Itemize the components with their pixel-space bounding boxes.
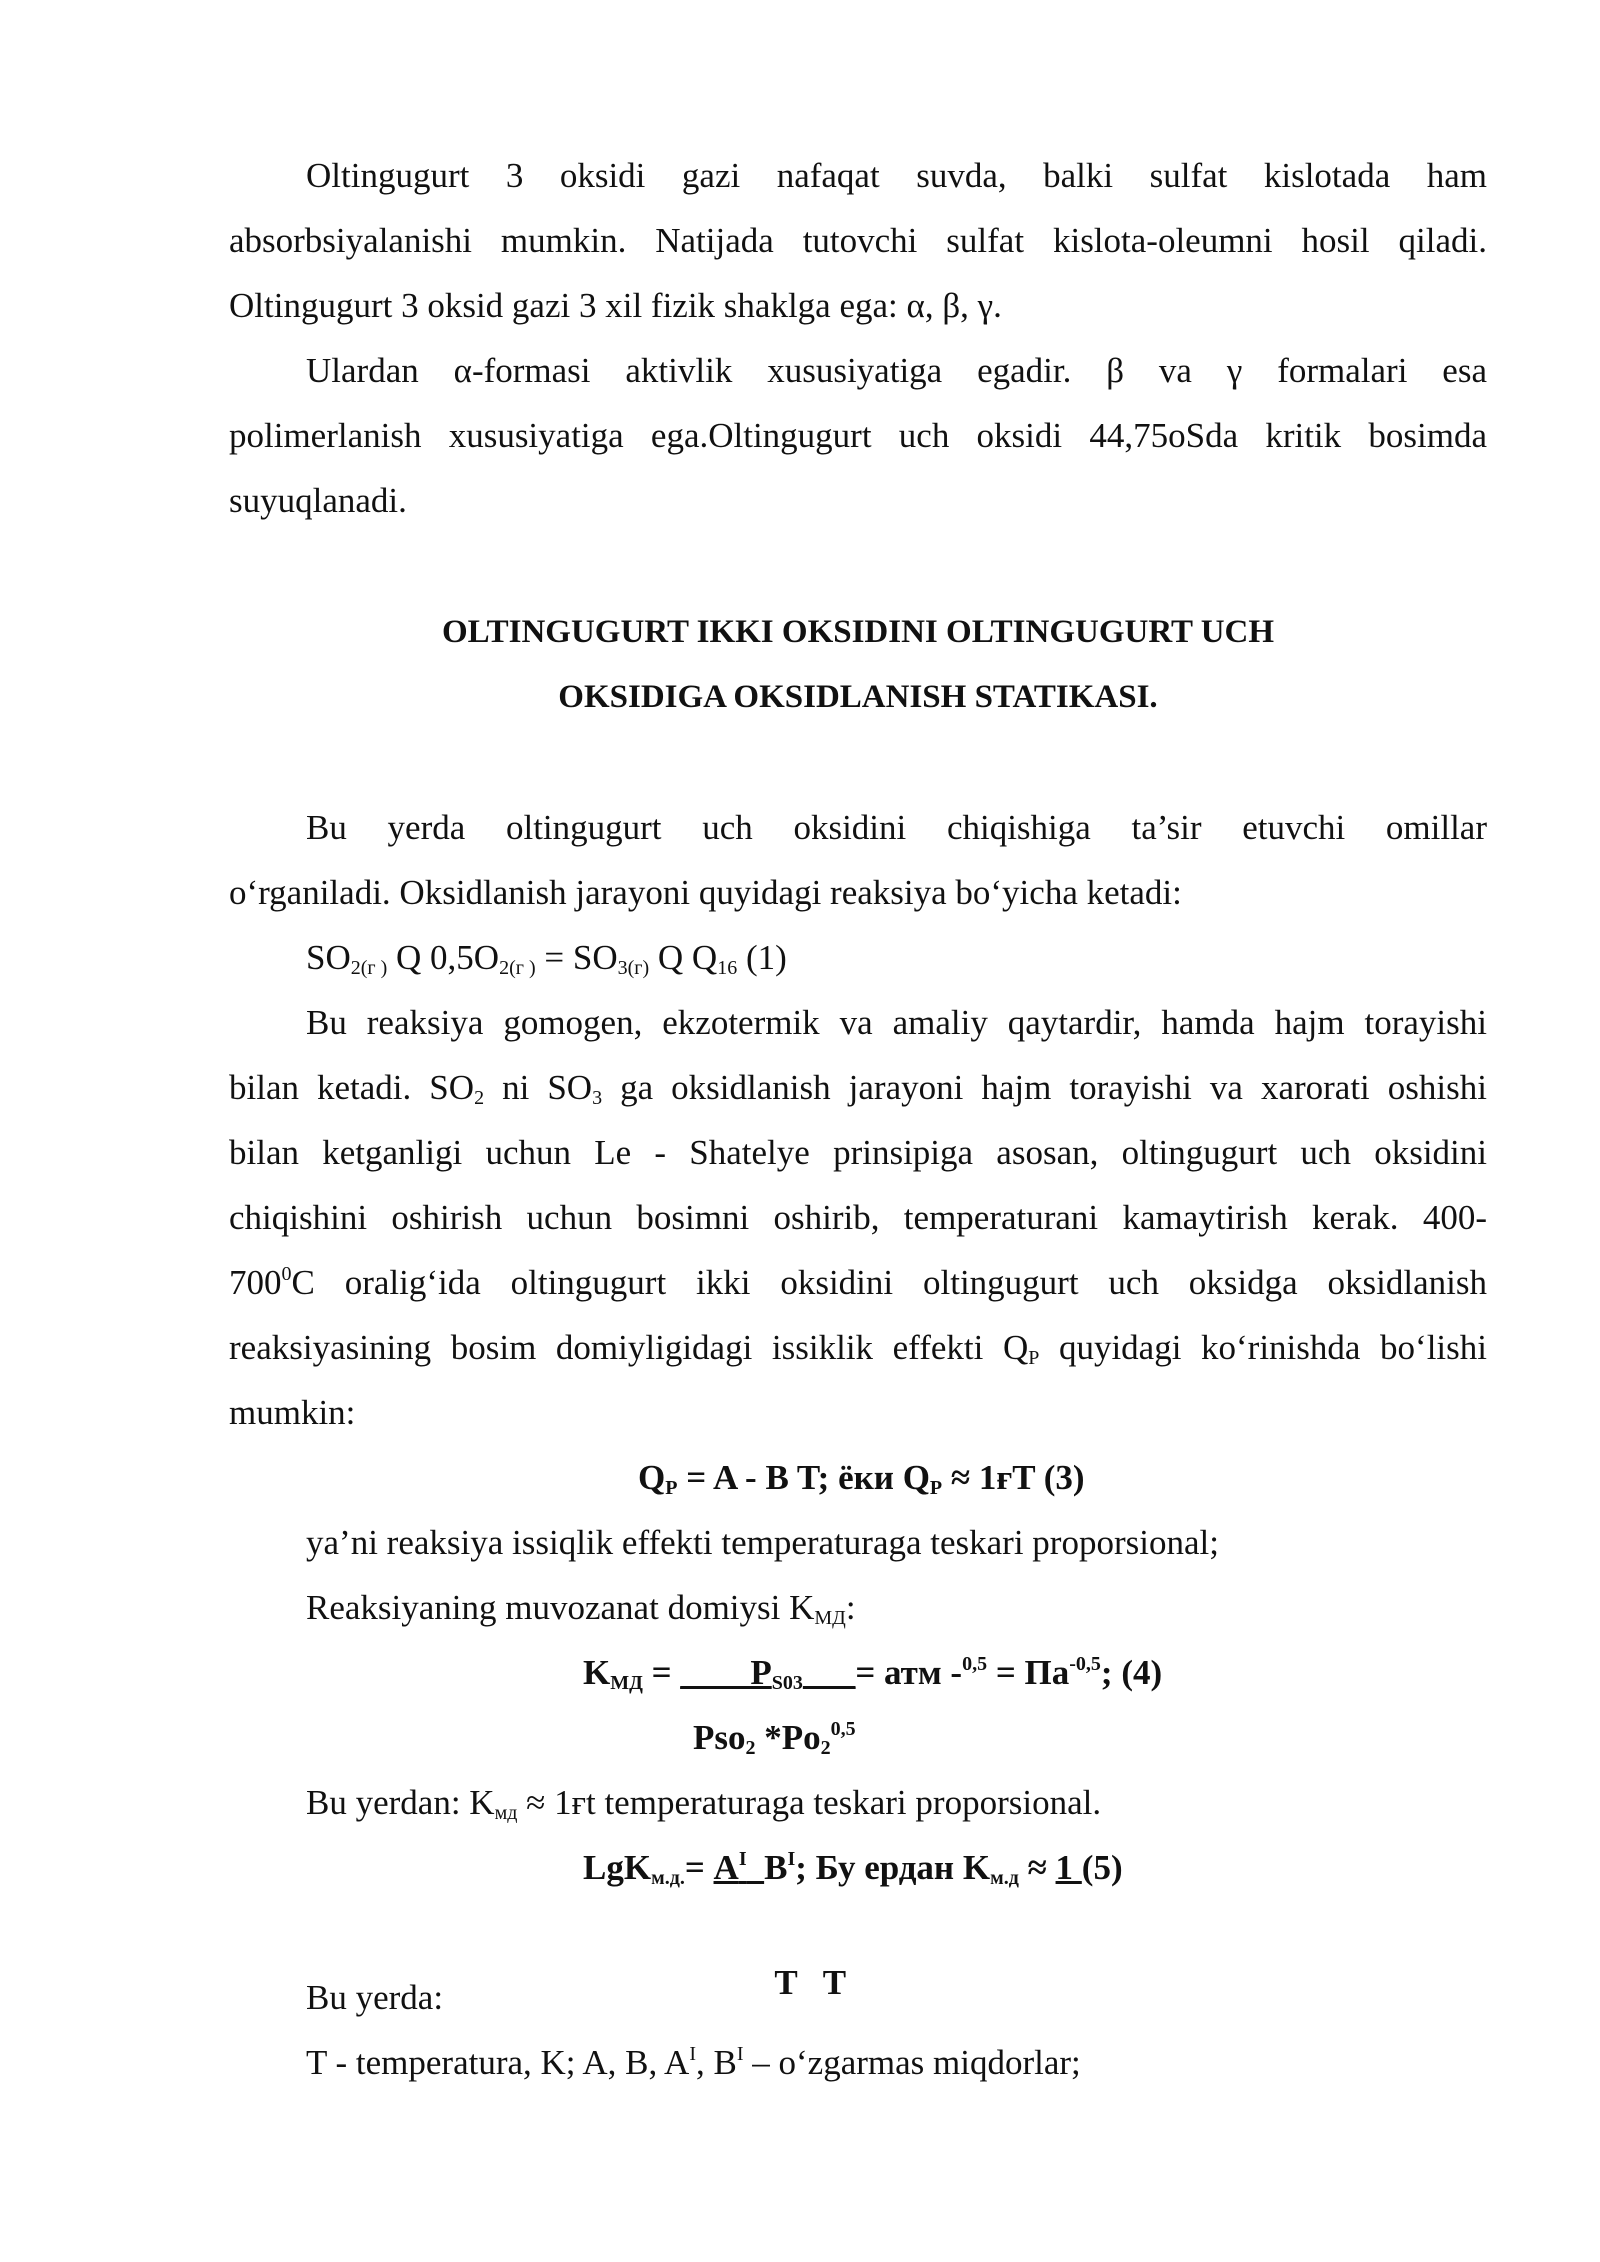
fraction-numerator <box>714 1848 765 1887</box>
text-line: Ulardan α-formasi aktivlik xususiyatiga egadir. β va γ formalari esa <box>306 351 1487 390</box>
text-line: Oltingugurt 3 oksid gazi 3 xil fizik shaklga ega: α, β, γ. <box>229 286 1002 325</box>
reaction-equation-1 <box>229 925 1487 990</box>
paragraph-line <box>229 1120 1487 1185</box>
text-line-bu-yerdan <box>306 1778 1101 1828</box>
text-part: C oralig‘ida oltingugurt ikki oksidini oltingugurt uch oksidga oksidlanish <box>291 1263 1487 1302</box>
superscript: 0,5 <box>830 1718 856 1740</box>
superscript: -0,5 <box>1069 1653 1101 1675</box>
text-line: bilan ketganligi uchun Le - Shatelye prinsipiga asosan, oltingugurt uch oksidini <box>229 1133 1487 1172</box>
formula-part: = SO <box>535 938 618 977</box>
text-part: ni SO <box>484 1068 593 1107</box>
subscript: 2 <box>474 1087 485 1109</box>
text-part: quyidagi ko‘rinishda bo‘lishi <box>1039 1328 1487 1367</box>
paragraph-line <box>229 1380 1487 1445</box>
superscript: I <box>787 1848 796 1870</box>
section-heading <box>229 600 1487 665</box>
subscript: 16 <box>717 957 738 979</box>
subscript: 2(г ) <box>499 957 536 979</box>
subscript: 2(г ) <box>350 957 388 979</box>
equation-number: (1) <box>737 938 787 977</box>
subscript: м.д <box>990 1867 1019 1889</box>
subscript: м.д. <box>651 1867 685 1889</box>
text-part: Bu yerdan: K <box>306 1783 495 1822</box>
text-part: Reaksiyaning muvozanat domiysi K <box>306 1588 815 1627</box>
text-part: 700 <box>229 1263 282 1302</box>
equation-4-denominator <box>693 1713 856 1763</box>
text-part: reaksiyasining bosim domiyligidagi issiklik effekti Q <box>229 1328 1029 1367</box>
subscript: P <box>1028 1347 1040 1369</box>
formula-part: = атм - <box>855 1653 963 1692</box>
numerator-part: ____P <box>680 1653 772 1692</box>
subscript: S03 <box>771 1672 803 1694</box>
fraction-numerator <box>680 1653 855 1692</box>
formula-part: SO <box>306 938 351 977</box>
paragraph-line <box>229 860 1487 925</box>
subscript: МД <box>814 1607 846 1629</box>
subscript: МД <box>610 1672 643 1694</box>
formula-part: = <box>684 1848 714 1887</box>
text-line: Bu reaksiya gomogen, ekzotermik va amaliy qaytardir, hamda hajm torayishi <box>306 1003 1487 1042</box>
paragraph-line <box>229 273 1487 338</box>
formula-part: T T <box>774 1963 847 2002</box>
text-line: absorbsiyalanishi mumkin. Natijada tutovchi sulfat kislota-oleumni hosil qiladi. <box>229 221 1487 260</box>
text-part: bilan ketadi. SO <box>229 1068 475 1107</box>
text-line: Bu yerda: <box>306 1978 444 2017</box>
formula-part: = <box>642 1653 681 1692</box>
text-part: , B <box>695 2043 737 2082</box>
text-line: mumkin: <box>229 1393 356 1432</box>
formula-part: ; Бу ердан K <box>795 1848 991 1887</box>
formula-part: Pso <box>693 1718 746 1757</box>
paragraph-alpha-form <box>229 338 1487 403</box>
numerator-gap <box>747 1848 765 1887</box>
paragraph-line <box>229 1185 1487 1250</box>
equation-number: (5) <box>1081 1848 1123 1887</box>
equation-3 <box>638 1453 1085 1503</box>
formula-part: *Po <box>755 1718 821 1757</box>
formula-part: = A - B T; ёки Q <box>677 1458 930 1497</box>
text-line: chiqishini oshirish uchun bosimni oshirib, temperaturani kamaytirish kerak. 400- <box>229 1198 1487 1237</box>
paragraph-line <box>229 1055 1487 1120</box>
subscript: 3 <box>592 1087 603 1109</box>
text-line-bu-yerda <box>306 1973 443 2023</box>
formula-part: Q 0,5O <box>387 938 500 977</box>
subscript: 2 <box>820 1737 831 1759</box>
text-line: Bu yerda oltingugurt uch oksidini chiqishiga ta’sir etuvchi omillar <box>306 808 1487 847</box>
superscript: 0 <box>281 1263 292 1285</box>
text-part: T - temperatura, K; A, B, A <box>306 2043 690 2082</box>
subscript: P <box>665 1477 678 1499</box>
formula-part: = Па <box>987 1653 1070 1692</box>
paragraph-reaction-description <box>229 990 1487 1055</box>
numerator-part: A <box>713 1848 739 1887</box>
text-part: ≈ 1ғt temperaturaga teskari proporsional. <box>517 1783 1102 1822</box>
superscript: I <box>689 2043 696 2065</box>
superscript: I <box>736 2043 744 2065</box>
text-part: ga oksidlanish jarayoni hajm torayishi va xarorati oshishi <box>602 1068 1487 1107</box>
subscript: 2 <box>745 1737 756 1759</box>
subscript: P <box>929 1477 943 1499</box>
text-part: – o‘zgarmas miqdorlar; <box>743 2043 1081 2082</box>
equation-5-denominator <box>740 1908 846 2058</box>
paragraph-line <box>229 1250 1487 1315</box>
subscript: 3(г) <box>617 957 650 979</box>
formula-part: K <box>583 1653 611 1692</box>
formula-part: ≈ 1ғT (3) <box>942 1458 1085 1497</box>
text-part: : <box>845 1588 856 1627</box>
text-line-yani <box>306 1518 1219 1568</box>
text-line: suyuqlanadi. <box>229 481 407 520</box>
text-line-equilibrium-constant <box>306 1583 856 1633</box>
text-line: polimerlanish xususiyatiga ega.Oltingugurt uch oksidi 44,75oSda kritik bosimda <box>229 416 1487 455</box>
formula-part: LgK <box>583 1848 652 1887</box>
subscript: мд <box>494 1802 518 1824</box>
equation-5 <box>583 1843 1123 1893</box>
paragraph-factors <box>229 795 1487 860</box>
numerator-part: _ _ <box>802 1653 856 1692</box>
fraction-numerator-one: 1 <box>1055 1848 1082 1887</box>
paragraph-sulfur-trioxide-absorption <box>229 143 1487 208</box>
heading-line-2: OKSIDIGA OKSIDLANISH STATIKASI. <box>558 679 1158 715</box>
text-line-temperature-definition <box>306 2038 1081 2088</box>
text-line: o‘rganiladi. Oksidlanish jarayoni quyidagi reaksiya bo‘yicha ketadi: <box>229 873 1182 912</box>
paragraph-line <box>229 468 1487 533</box>
heading-line-1: OLTINGUGURT IKKI OKSIDINI OLTINGUGURT UCH <box>441 614 1275 650</box>
superscript: 0,5 <box>962 1653 988 1675</box>
section-heading-line-2 <box>229 665 1487 730</box>
formula-part: Q <box>638 1458 666 1497</box>
formula-part: B <box>764 1848 788 1887</box>
text-line: ya’ni reaksiya issiqlik effekti temperaturaga teskari proporsional; <box>306 1523 1219 1562</box>
text-line: Oltingugurt 3 oksidi gazi nafaqat suvda, balki sulfat kislotada ham <box>306 156 1487 195</box>
paragraph-line <box>229 208 1487 273</box>
equation-4 <box>583 1648 1162 1698</box>
formula-part: ≈ <box>1018 1848 1056 1887</box>
paragraph-line <box>229 1315 1487 1380</box>
formula-part: ; (4) <box>1100 1653 1163 1692</box>
paragraph-line <box>229 403 1487 468</box>
superscript: I <box>738 1848 747 1870</box>
formula-part: Q Q <box>649 938 718 977</box>
